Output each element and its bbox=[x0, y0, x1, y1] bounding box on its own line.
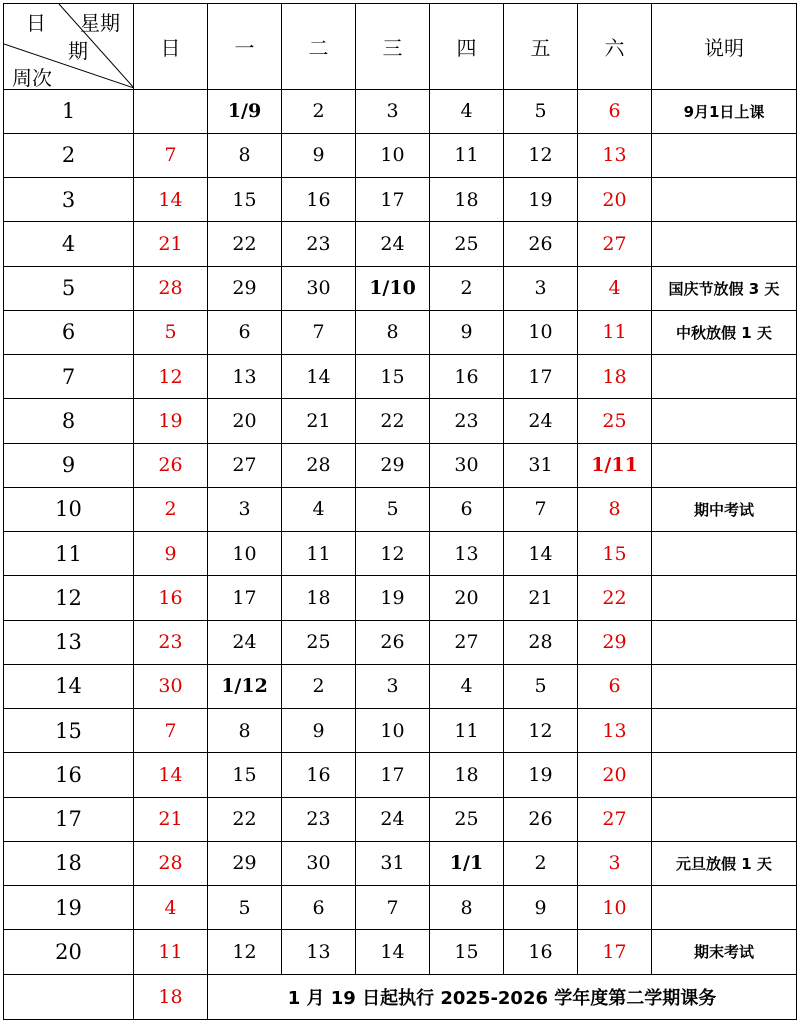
date-cell-monday: 27 bbox=[208, 443, 282, 487]
date-cell-friday: 7 bbox=[504, 487, 578, 531]
date-cell-thursday: 27 bbox=[430, 620, 504, 664]
week-number-cell: 1 bbox=[4, 89, 134, 133]
note-cell bbox=[652, 443, 797, 487]
date-cell-wednesday: 17 bbox=[356, 178, 430, 222]
date-cell-monday: 5 bbox=[208, 886, 282, 930]
week-row bbox=[4, 620, 797, 664]
date-cell-sunday: 28 bbox=[134, 266, 208, 310]
date-cell-sunday bbox=[134, 89, 208, 133]
week-number-cell: 3 bbox=[4, 178, 134, 222]
date-cell-friday: 19 bbox=[504, 178, 578, 222]
date-cell-friday: 5 bbox=[504, 89, 578, 133]
date-cell-thursday: 20 bbox=[430, 576, 504, 620]
week-number-cell: 15 bbox=[4, 709, 134, 753]
date-cell-friday: 5 bbox=[504, 664, 578, 708]
date-cell-sunday: 21 bbox=[134, 797, 208, 841]
note-cell bbox=[652, 886, 797, 930]
date-cell-tuesday: 16 bbox=[282, 753, 356, 797]
date-cell-thursday: 9 bbox=[430, 310, 504, 354]
date-cell-friday: 26 bbox=[504, 222, 578, 266]
date-cell-wednesday: 1/10 bbox=[356, 266, 430, 310]
note-cell: 期中考试 bbox=[652, 487, 797, 531]
corner-label-day: 日 bbox=[26, 11, 46, 36]
date-cell-sunday: 11 bbox=[134, 930, 208, 974]
header-saturday: 六 bbox=[578, 4, 652, 90]
date-cell-wednesday: 24 bbox=[356, 797, 430, 841]
date-cell-tuesday: 25 bbox=[282, 620, 356, 664]
corner-label-week-number: 周次 bbox=[12, 66, 52, 91]
date-cell-tuesday: 6 bbox=[282, 886, 356, 930]
date-cell-saturday: 3 bbox=[578, 841, 652, 885]
week-row bbox=[4, 266, 797, 310]
date-cell-saturday: 20 bbox=[578, 178, 652, 222]
date-cell-tuesday: 16 bbox=[282, 178, 356, 222]
date-cell-sunday: 28 bbox=[134, 841, 208, 885]
week-number-cell: 18 bbox=[4, 841, 134, 885]
date-cell-saturday: 17 bbox=[578, 930, 652, 974]
date-cell-tuesday: 13 bbox=[282, 930, 356, 974]
date-cell-saturday: 6 bbox=[578, 89, 652, 133]
date-cell-saturday: 22 bbox=[578, 576, 652, 620]
date-cell-wednesday: 10 bbox=[356, 133, 430, 177]
week-number-cell: 14 bbox=[4, 664, 134, 708]
date-cell-wednesday: 24 bbox=[356, 222, 430, 266]
date-cell-tuesday: 21 bbox=[282, 399, 356, 443]
header-notes: 说明 bbox=[652, 4, 797, 90]
date-cell-monday: 22 bbox=[208, 222, 282, 266]
date-cell-thursday: 16 bbox=[430, 355, 504, 399]
corner-label-period: 期 bbox=[68, 39, 88, 64]
date-cell-thursday: 15 bbox=[430, 930, 504, 974]
date-cell-friday: 17 bbox=[504, 355, 578, 399]
date-cell-sunday: 2 bbox=[134, 487, 208, 531]
date-cell-tuesday: 18 bbox=[282, 576, 356, 620]
footer-week-cell bbox=[4, 974, 134, 1020]
note-cell bbox=[652, 797, 797, 841]
date-cell-friday: 9 bbox=[504, 886, 578, 930]
date-cell-monday: 24 bbox=[208, 620, 282, 664]
week-number-cell: 6 bbox=[4, 310, 134, 354]
date-cell-friday: 10 bbox=[504, 310, 578, 354]
date-cell-friday: 19 bbox=[504, 753, 578, 797]
date-cell-tuesday: 9 bbox=[282, 709, 356, 753]
date-cell-thursday: 2 bbox=[430, 266, 504, 310]
date-cell-wednesday: 5 bbox=[356, 487, 430, 531]
note-cell bbox=[652, 355, 797, 399]
date-cell-saturday: 27 bbox=[578, 222, 652, 266]
date-cell-sunday: 9 bbox=[134, 532, 208, 576]
week-number-cell: 4 bbox=[4, 222, 134, 266]
date-cell-tuesday: 9 bbox=[282, 133, 356, 177]
week-row bbox=[4, 753, 797, 797]
week-number-cell: 2 bbox=[4, 133, 134, 177]
date-cell-saturday: 29 bbox=[578, 620, 652, 664]
date-cell-wednesday: 7 bbox=[356, 886, 430, 930]
week-number-cell: 12 bbox=[4, 576, 134, 620]
date-cell-thursday: 4 bbox=[430, 89, 504, 133]
date-cell-friday: 12 bbox=[504, 133, 578, 177]
date-cell-thursday: 6 bbox=[430, 487, 504, 531]
date-cell-friday: 2 bbox=[504, 841, 578, 885]
date-cell-monday: 8 bbox=[208, 709, 282, 753]
date-cell-monday: 3 bbox=[208, 487, 282, 531]
date-cell-thursday: 25 bbox=[430, 222, 504, 266]
date-cell-thursday: 25 bbox=[430, 797, 504, 841]
week-row bbox=[4, 576, 797, 620]
date-cell-monday: 15 bbox=[208, 753, 282, 797]
school-calendar-table bbox=[3, 3, 797, 1020]
date-cell-sunday: 19 bbox=[134, 399, 208, 443]
date-cell-saturday: 8 bbox=[578, 487, 652, 531]
date-cell-saturday: 4 bbox=[578, 266, 652, 310]
date-cell-tuesday: 2 bbox=[282, 664, 356, 708]
date-cell-thursday: 11 bbox=[430, 133, 504, 177]
date-cell-tuesday: 4 bbox=[282, 487, 356, 531]
week-row bbox=[4, 310, 797, 354]
date-cell-wednesday: 17 bbox=[356, 753, 430, 797]
date-cell-monday: 29 bbox=[208, 841, 282, 885]
date-cell-thursday: 11 bbox=[430, 709, 504, 753]
header-sunday: 日 bbox=[134, 4, 208, 90]
date-cell-friday: 12 bbox=[504, 709, 578, 753]
note-cell: 中秋放假 1 天 bbox=[652, 310, 797, 354]
corner-header-cell bbox=[4, 4, 134, 90]
week-row bbox=[4, 886, 797, 930]
date-cell-thursday: 1/1 bbox=[430, 841, 504, 885]
date-cell-friday: 14 bbox=[504, 532, 578, 576]
date-cell-wednesday: 10 bbox=[356, 709, 430, 753]
date-cell-saturday: 20 bbox=[578, 753, 652, 797]
header-friday: 五 bbox=[504, 4, 578, 90]
note-cell bbox=[652, 133, 797, 177]
date-cell-thursday: 30 bbox=[430, 443, 504, 487]
footer-sunday-cell: 18 bbox=[134, 974, 208, 1020]
date-cell-tuesday: 14 bbox=[282, 355, 356, 399]
date-cell-monday: 1/9 bbox=[208, 89, 282, 133]
date-cell-friday: 16 bbox=[504, 930, 578, 974]
header-row bbox=[4, 4, 797, 90]
header-thursday: 四 bbox=[430, 4, 504, 90]
note-cell bbox=[652, 753, 797, 797]
week-row bbox=[4, 532, 797, 576]
date-cell-thursday: 8 bbox=[430, 886, 504, 930]
date-cell-wednesday: 8 bbox=[356, 310, 430, 354]
date-cell-monday: 17 bbox=[208, 576, 282, 620]
week-number-cell: 19 bbox=[4, 886, 134, 930]
date-cell-tuesday: 2 bbox=[282, 89, 356, 133]
week-number-cell: 11 bbox=[4, 532, 134, 576]
date-cell-thursday: 4 bbox=[430, 664, 504, 708]
week-row bbox=[4, 355, 797, 399]
week-row bbox=[4, 399, 797, 443]
date-cell-monday: 20 bbox=[208, 399, 282, 443]
date-cell-saturday: 6 bbox=[578, 664, 652, 708]
date-cell-sunday: 26 bbox=[134, 443, 208, 487]
date-cell-sunday: 7 bbox=[134, 709, 208, 753]
week-number-cell: 10 bbox=[4, 487, 134, 531]
date-cell-saturday: 13 bbox=[578, 709, 652, 753]
week-number-cell: 8 bbox=[4, 399, 134, 443]
footer-row bbox=[4, 974, 797, 1020]
date-cell-sunday: 30 bbox=[134, 664, 208, 708]
note-cell bbox=[652, 620, 797, 664]
note-cell bbox=[652, 709, 797, 753]
date-cell-saturday: 25 bbox=[578, 399, 652, 443]
date-cell-thursday: 18 bbox=[430, 178, 504, 222]
date-cell-saturday: 13 bbox=[578, 133, 652, 177]
date-cell-monday: 29 bbox=[208, 266, 282, 310]
date-cell-monday: 1/12 bbox=[208, 664, 282, 708]
date-cell-sunday: 23 bbox=[134, 620, 208, 664]
date-cell-sunday: 16 bbox=[134, 576, 208, 620]
header-wednesday: 三 bbox=[356, 4, 430, 90]
date-cell-monday: 12 bbox=[208, 930, 282, 974]
week-number-cell: 9 bbox=[4, 443, 134, 487]
date-cell-wednesday: 12 bbox=[356, 532, 430, 576]
header-tuesday: 二 bbox=[282, 4, 356, 90]
date-cell-monday: 22 bbox=[208, 797, 282, 841]
date-cell-sunday: 4 bbox=[134, 886, 208, 930]
date-cell-sunday: 7 bbox=[134, 133, 208, 177]
note-cell: 期末考试 bbox=[652, 930, 797, 974]
week-row bbox=[4, 133, 797, 177]
week-number-cell: 5 bbox=[4, 266, 134, 310]
header-monday: 一 bbox=[208, 4, 282, 90]
date-cell-wednesday: 14 bbox=[356, 930, 430, 974]
date-cell-wednesday: 19 bbox=[356, 576, 430, 620]
date-cell-wednesday: 29 bbox=[356, 443, 430, 487]
date-cell-monday: 8 bbox=[208, 133, 282, 177]
week-number-cell: 13 bbox=[4, 620, 134, 664]
date-cell-tuesday: 23 bbox=[282, 222, 356, 266]
date-cell-friday: 24 bbox=[504, 399, 578, 443]
week-row bbox=[4, 664, 797, 708]
date-cell-monday: 10 bbox=[208, 532, 282, 576]
date-cell-wednesday: 3 bbox=[356, 89, 430, 133]
date-cell-sunday: 14 bbox=[134, 753, 208, 797]
note-cell: 9月1日上课 bbox=[652, 89, 797, 133]
date-cell-saturday: 27 bbox=[578, 797, 652, 841]
date-cell-tuesday: 30 bbox=[282, 841, 356, 885]
date-cell-wednesday: 15 bbox=[356, 355, 430, 399]
week-number-cell: 7 bbox=[4, 355, 134, 399]
date-cell-sunday: 21 bbox=[134, 222, 208, 266]
date-cell-tuesday: 23 bbox=[282, 797, 356, 841]
week-row bbox=[4, 930, 797, 974]
week-row bbox=[4, 487, 797, 531]
note-cell: 国庆节放假 3 天 bbox=[652, 266, 797, 310]
date-cell-thursday: 18 bbox=[430, 753, 504, 797]
note-cell bbox=[652, 178, 797, 222]
date-cell-saturday: 1/11 bbox=[578, 443, 652, 487]
date-cell-saturday: 18 bbox=[578, 355, 652, 399]
date-cell-friday: 21 bbox=[504, 576, 578, 620]
week-row bbox=[4, 797, 797, 841]
date-cell-sunday: 12 bbox=[134, 355, 208, 399]
footer-note-text: 1 月 19 日起执行 2025-2026 学年度第二学期课务 bbox=[208, 974, 797, 1020]
date-cell-thursday: 23 bbox=[430, 399, 504, 443]
date-cell-saturday: 11 bbox=[578, 310, 652, 354]
week-row bbox=[4, 89, 797, 133]
week-row bbox=[4, 709, 797, 753]
week-number-cell: 16 bbox=[4, 753, 134, 797]
date-cell-saturday: 15 bbox=[578, 532, 652, 576]
date-cell-friday: 28 bbox=[504, 620, 578, 664]
week-number-cell: 17 bbox=[4, 797, 134, 841]
note-cell bbox=[652, 532, 797, 576]
date-cell-friday: 31 bbox=[504, 443, 578, 487]
date-cell-saturday: 10 bbox=[578, 886, 652, 930]
week-row bbox=[4, 222, 797, 266]
note-cell bbox=[652, 222, 797, 266]
date-cell-tuesday: 30 bbox=[282, 266, 356, 310]
note-cell bbox=[652, 576, 797, 620]
date-cell-wednesday: 31 bbox=[356, 841, 430, 885]
date-cell-tuesday: 11 bbox=[282, 532, 356, 576]
corner-label-weekday: 星期 bbox=[80, 11, 120, 36]
date-cell-sunday: 14 bbox=[134, 178, 208, 222]
date-cell-friday: 3 bbox=[504, 266, 578, 310]
note-cell: 元旦放假 1 天 bbox=[652, 841, 797, 885]
date-cell-wednesday: 26 bbox=[356, 620, 430, 664]
week-row bbox=[4, 841, 797, 885]
date-cell-monday: 13 bbox=[208, 355, 282, 399]
week-row bbox=[4, 178, 797, 222]
date-cell-tuesday: 28 bbox=[282, 443, 356, 487]
date-cell-monday: 6 bbox=[208, 310, 282, 354]
date-cell-wednesday: 3 bbox=[356, 664, 430, 708]
date-cell-monday: 15 bbox=[208, 178, 282, 222]
date-cell-wednesday: 22 bbox=[356, 399, 430, 443]
week-row bbox=[4, 443, 797, 487]
week-number-cell: 20 bbox=[4, 930, 134, 974]
note-cell bbox=[652, 664, 797, 708]
date-cell-sunday: 5 bbox=[134, 310, 208, 354]
date-cell-thursday: 13 bbox=[430, 532, 504, 576]
date-cell-tuesday: 7 bbox=[282, 310, 356, 354]
date-cell-friday: 26 bbox=[504, 797, 578, 841]
note-cell bbox=[652, 399, 797, 443]
